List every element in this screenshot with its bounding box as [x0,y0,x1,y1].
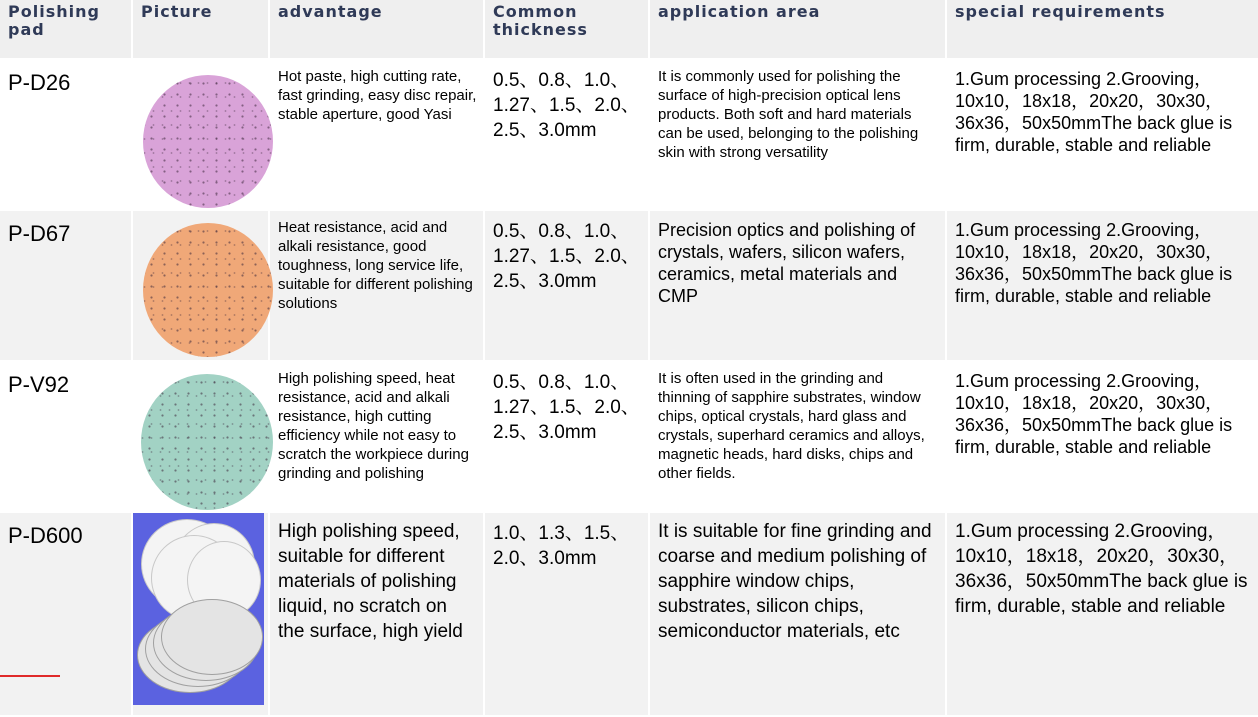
header-thickness: Common thickness [485,0,648,58]
table-row [0,60,1258,209]
advantage-cell: Hot paste, high cutting rate, fast grinding, easy disc repair, stable aperture, good Yasi [270,60,483,209]
model-cell: P-D67 [0,211,131,360]
model-cell: P-D26 [0,60,131,209]
model-cell: P-D600 [0,513,131,715]
thickness-cell: 1.0、1.3、1.5、2.0、3.0mm [485,513,648,715]
application-cell: It is often used in the grinding and thinning of sapphire substrates, window chips, optical crystals, hard glass and crystals, superhard ceramics and alloys, magnetic heads, hard disks, chips and other fields. [650,362,945,511]
application-cell: It is commonly used for polishing the surface of high-precision optical lens products. Both soft and hard materials can be used, belonging to the polishing skin with strong versatility [650,60,945,209]
orange-polishing-pad-photo [133,211,268,360]
pink-polishing-pad-photo [133,60,268,209]
table-row [0,513,1258,715]
thickness-cell: 0.5、0.8、1.0、1.27、1.5、2.0、2.5、3.0mm [485,362,648,511]
thickness-cell: 0.5、0.8、1.0、1.27、1.5、2.0、2.5、3.0mm [485,211,648,360]
header-special: special requirements [947,0,1258,58]
model-cell: P-V92 [0,362,131,511]
advantage-cell: Heat resistance, acid and alkali resistance, good toughness, long service life, suitable for different polishing solutions [270,211,483,360]
advantage-cell: High polishing speed, suitable for different materials of polishing liquid, no scratch on the surface, high yield [270,513,483,715]
application-cell: It is suitable for fine grinding and coarse and medium polishing of sapphire window chips, substrates, silicon chips, semiconductor materials, etc [650,513,945,715]
application-cell: Precision optics and polishing of crystals, wafers, silicon wafers, ceramics, metal materials and CMP [650,211,945,360]
header-advantage: advantage [270,0,483,58]
special-cell: 1.Gum processing 2.Grooving，10x10，18x18，20x20，30x30，36x36，50x50mmThe back glue is firm, durable, stable and reliable [947,362,1258,511]
header-picture: Picture [133,0,268,58]
special-cell: 1.Gum processing 2.Grooving，10x10，18x18，20x20，30x30，36x36，50x50mmThe back glue is firm, durable, stable and reliable [947,211,1258,360]
table-header-row [0,0,1258,58]
advantage-cell: High polishing speed, heat resistance, acid and alkali resistance, high cutting efficiency while not easy to scratch the workpiece during grinding and polishing [270,362,483,511]
table-row [0,211,1258,360]
green-polishing-pad-photo [133,362,268,511]
header-application: application area [650,0,945,58]
white-polishing-pads-stack-photo [133,513,268,715]
special-cell: 1.Gum processing 2.Grooving，10x10，18x18，20x20，30x30，36x36，50x50mmThe back glue is firm, durable, stable and reliable [947,513,1258,715]
special-cell: 1.Gum processing 2.Grooving，10x10，18x18，20x20，30x30，36x36，50x50mmThe back glue is firm, durable, stable and reliable [947,60,1258,209]
table-row [0,362,1258,511]
thickness-cell: 0.5、0.8、1.0、1.27、1.5、2.0、2.5、3.0mm [485,60,648,209]
header-pad: Polishing pad [0,0,131,58]
